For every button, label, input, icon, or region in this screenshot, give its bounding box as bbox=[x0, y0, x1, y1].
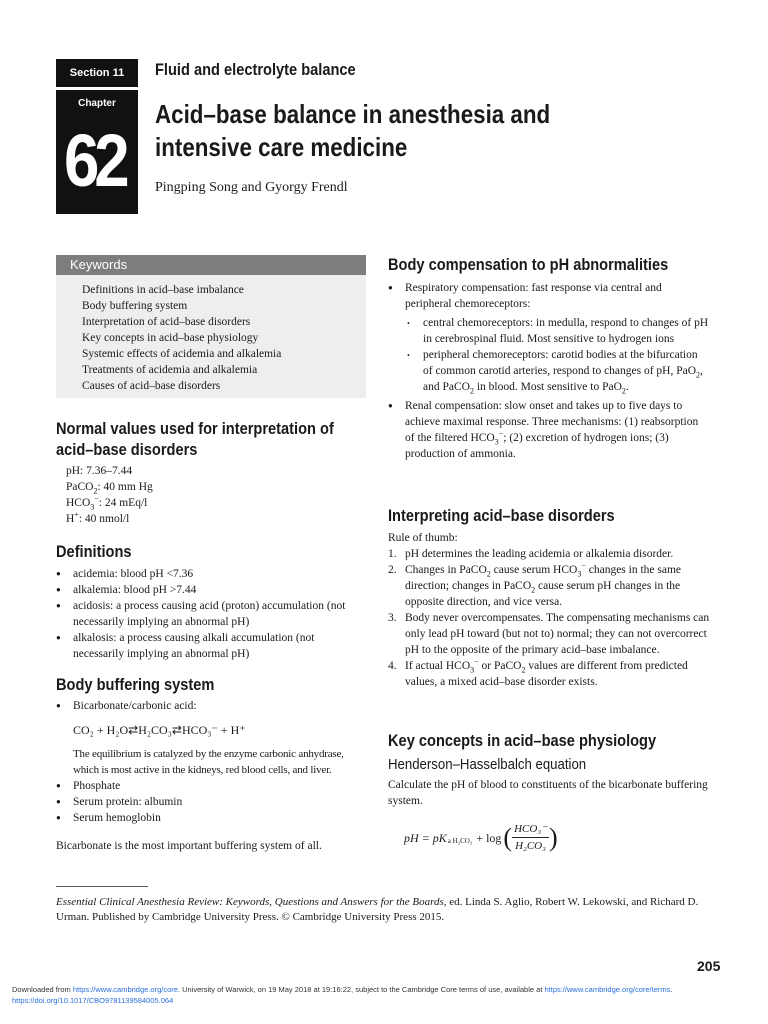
normal-hco3: $HCO_3^-$: 24 mEq/l bbox=[66, 494, 148, 512]
definitions-section bbox=[56, 541, 368, 662]
list-item: ● acidemia: blood pH <7.36 bbox=[56, 566, 368, 582]
normal-values-section bbox=[56, 418, 368, 527]
definitions-list bbox=[56, 566, 368, 662]
henderson-text: Calculate the pH of blood to constituents of the bicarbonate buffering system. bbox=[388, 779, 708, 807]
section-title: Fluid and electrolyte balance bbox=[155, 60, 356, 79]
keywords-heading: Keywords bbox=[56, 255, 366, 275]
buffering-list bbox=[56, 698, 368, 826]
interpreting-list bbox=[388, 546, 710, 690]
section-label: Section 11 bbox=[56, 59, 138, 87]
chapter-title: Acid–base balance in anesthesia and intensive care medicine bbox=[155, 99, 551, 162]
chapter-number: 62 bbox=[64, 119, 125, 202]
compensation-list bbox=[388, 280, 710, 462]
compensation-section bbox=[388, 254, 710, 462]
list-item: 2. Changes in PaCO$_2$ cause serum $HCO_3^-$ changes in the same direction; changes in PaCO$_2$ cause serum pH changes in the opposite direction, and vice versa. bbox=[388, 561, 682, 608]
key-concepts-section bbox=[388, 730, 710, 854]
keyword-item: Key concepts in acid–base physiology bbox=[82, 332, 259, 344]
keyword-item: Treatments of acidemia and alkalemia bbox=[82, 364, 258, 376]
henderson-equation: pH = pK a H₂CO₃ + log ( HCO₃⁻ H₂CO₃ ) bbox=[404, 822, 558, 852]
buffering-section bbox=[56, 674, 368, 854]
list-item: ● alkalosis: a process causing alkali accumulation (not necessarily implying an abnormal pH) bbox=[56, 630, 368, 662]
list-item: ● Renal compensation: slow onset and takes up to five days to achieve maximal response. Three mechanisms: (1) reabsorption of the filtered $HCO_3^-$; (2) excretion of hydrogen ions; (3) production of ammonia. bbox=[388, 398, 710, 462]
list-item: ● Serum protein: albumin bbox=[56, 794, 368, 810]
sub-list bbox=[405, 315, 710, 395]
terms-link[interactable]: https://www.cambridge.org/core/terms bbox=[544, 985, 671, 994]
chapter-badge bbox=[56, 90, 138, 214]
list-item: 4. If actual $HCO_3^-$ or PaCO$_2$ values are different from predicted values, a mixed acid–base disorder exists. bbox=[388, 657, 688, 688]
interpreting-section bbox=[388, 505, 710, 690]
list-item: ● acidosis: a process causing acid (proton) accumulation (not necessarily implying an abnormal pH) bbox=[56, 598, 368, 630]
list-item: 1. pH determines the leading acidemia or alkalemia disorder. bbox=[388, 548, 674, 560]
interpreting-heading: Interpreting acid–base disorders bbox=[388, 506, 615, 525]
chapter-label: Chapter bbox=[78, 98, 116, 109]
carbonic-equation: CO₂ + H₂O⇄H₂CO₃⇄HCO₃⁻ + H⁺ bbox=[73, 723, 246, 737]
fraction: HCO₃⁻ H₂CO₃ bbox=[514, 823, 547, 852]
list-item: ● Bicarbonate/carbonic acid: CO₂ + H₂O⇄H₂CO₃⇄HCO₃⁻ + H⁺ The equilibrium is catalyzed by the enzyme carbonic anhydrase, which is most active in the kidneys, red blood cells, and liver. bbox=[56, 698, 368, 778]
compensation-heading: Body compensation to pH abnormalities bbox=[388, 255, 669, 274]
keyword-item: Causes of acid–base disorders bbox=[82, 380, 221, 392]
normal-values-list bbox=[56, 463, 368, 527]
keyword-item: Body buffering system bbox=[82, 300, 188, 312]
footnote-divider bbox=[56, 886, 148, 887]
normal-paco2: PaCO$_2$: 40 mm Hg bbox=[66, 481, 153, 496]
keyword-item: Definitions in acid–base imbalance bbox=[82, 284, 244, 296]
buffering-heading: Body buffering system bbox=[56, 675, 215, 694]
cambridge-core-link[interactable]: https://www.cambridge.org/core bbox=[72, 985, 178, 994]
list-item: 3. Body never overcompensates. The compensating mechanisms can only lead pH toward (but not to) normal; they can not overcorrect pH to the opposite of the primary acid–base imbalance. bbox=[388, 612, 710, 656]
definitions-heading: Definitions bbox=[56, 542, 132, 561]
keywords-list bbox=[82, 282, 281, 394]
sub-list-item: . peripheral chemoreceptors: carotid bodies at the bifurcation of common carotid arteries, respond to changes of pH, PaO$_2$, and PaCO$_2$ in blood. Most sensitive to PaO$_2$. bbox=[405, 347, 710, 395]
key-concepts-heading: Key concepts in acid–base physiology bbox=[388, 731, 657, 750]
equilibrium-note: The equilibrium is catalyzed by the enzyme carbonic anhydrase, which is most active in the kidneys, red blood cells, and liver. bbox=[73, 748, 344, 776]
page-number: 205 bbox=[697, 958, 721, 974]
normal-h: H+: 40 nmol/l bbox=[66, 510, 130, 525]
interpreting-intro: Rule of thumb: bbox=[388, 532, 458, 544]
sub-list-item: . central chemoreceptors: in medulla, respond to changes of pH in cerebrospinal fluid. Most sensitive to hydrogen ions bbox=[405, 315, 710, 347]
book-reference: Essential Clinical Anesthesia Review: Keywords, Questions and Answers for the Boards, ed. Linda S. Aglio, Robert W. Lekowski, and Richard D. Urman. Published by Cambridge University Press. © Cambridge University Press 2015. bbox=[56, 896, 699, 923]
keywords-box bbox=[56, 255, 366, 398]
keyword-item: Systemic effects of acidemia and alkalemia bbox=[82, 348, 282, 360]
buffering-closing: Bicarbonate is the most important buffering system of all. bbox=[56, 840, 322, 852]
normal-values-heading-1: Normal values used for interpretation of bbox=[56, 419, 334, 438]
normal-values-heading-2: acid–base disorders bbox=[56, 440, 198, 459]
list-item: ● alkalemia: blood pH >7.44 bbox=[56, 582, 368, 598]
henderson-heading: Henderson–Hasselbalch equation bbox=[388, 756, 587, 773]
list-item: ● Phosphate bbox=[56, 778, 368, 794]
list-item: ● Respiratory compensation: fast response via central and peripheral chemoreceptors: . central chemoreceptors: in medulla, respond to changes of pH in cerebrospinal fluid. Most sensitive to hydrogen ions . peripheral chemoreceptors: carotid bodies at the bifurcation of common carotid arteries, respond to changes of pH, PaO$_2$, and PaCO$_2$ in blood. Most sensitive to PaO$_2$. bbox=[388, 280, 710, 395]
list-item: ● Serum hemoglobin bbox=[56, 810, 368, 826]
download-notice: Downloaded from https://www.cambridge.org/core. University of Warwick, on 19 May 2018 at 19:16:22, subject to the Cambridge Core terms of use, available at https://www.cambridge.org/core/terms. https://doi.org/10.1017/CBO9781139584005.064 bbox=[12, 985, 673, 1005]
authors: Pingping Song and Gyorgy Frendl bbox=[155, 180, 348, 195]
keyword-item: Interpretation of acid–base disorders bbox=[82, 316, 251, 328]
doi-link[interactable]: https://doi.org/10.1017/CBO9781139584005.064 bbox=[12, 996, 174, 1005]
normal-ph: pH: 7.36–7.44 bbox=[66, 465, 133, 477]
